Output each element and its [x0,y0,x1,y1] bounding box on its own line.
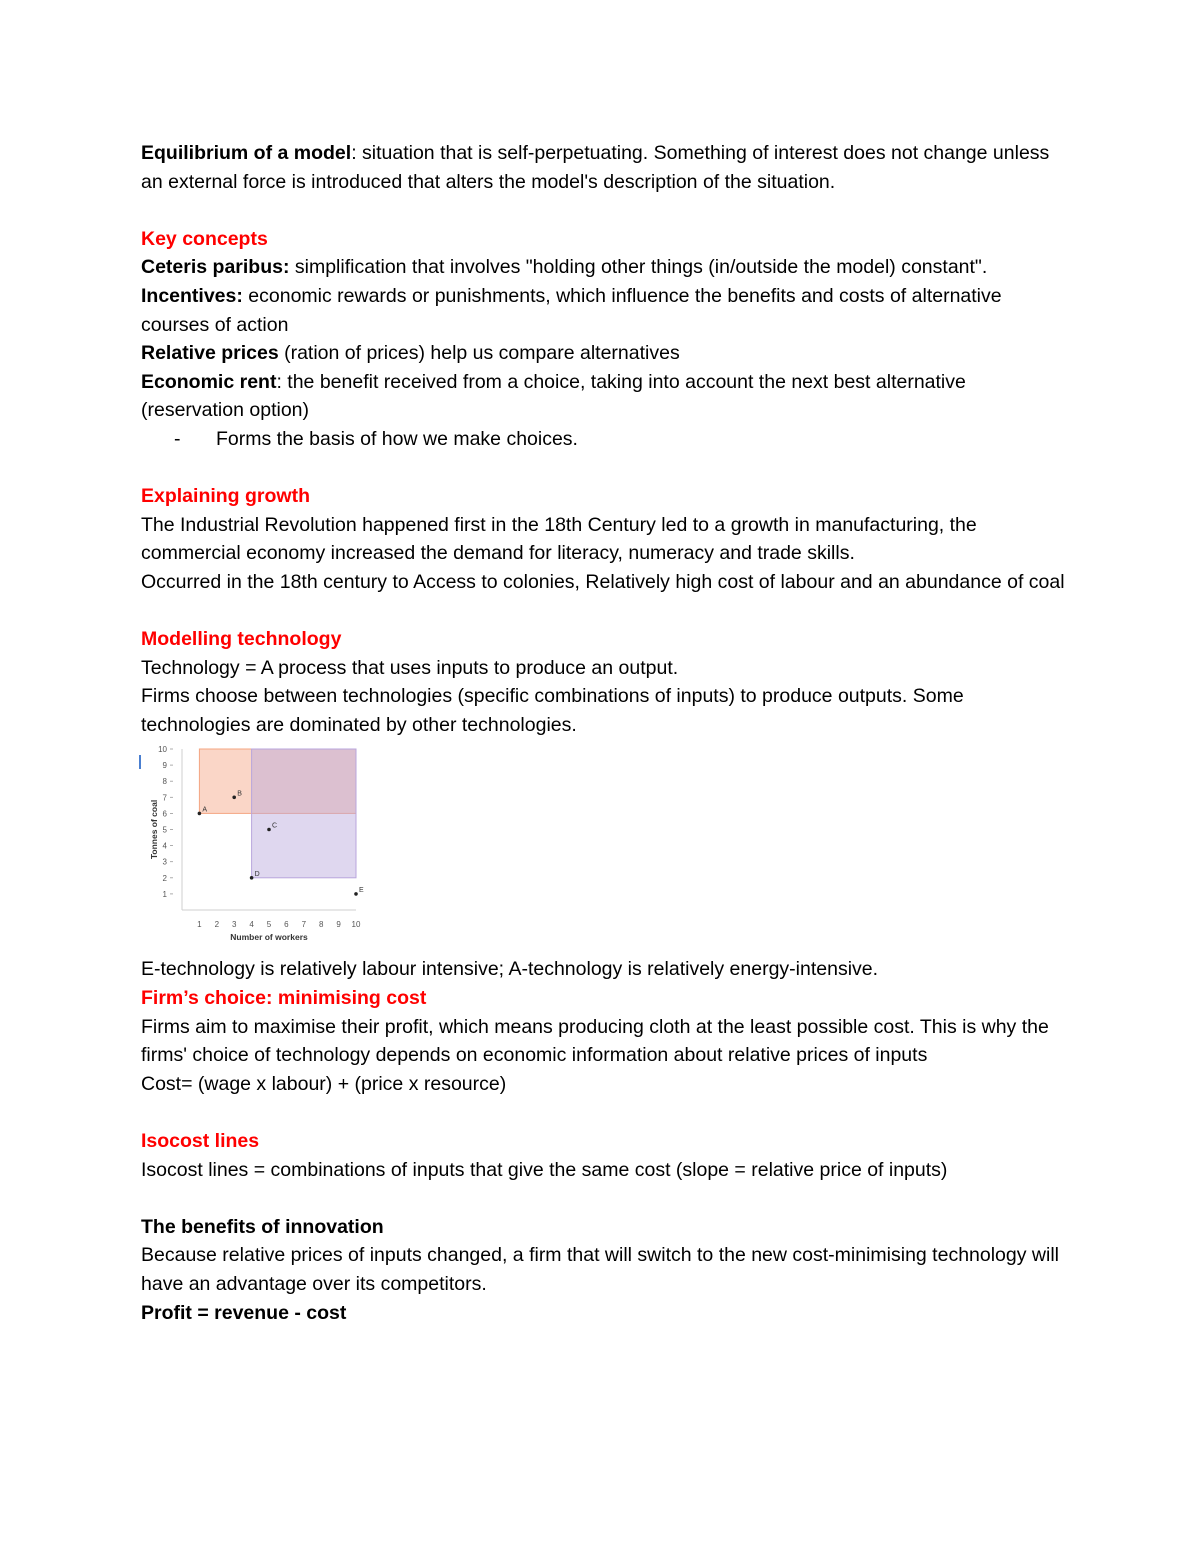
point-label-a: A [202,806,208,814]
growth-paragraph-1: The Industrial Revolution happened first in the 18th Century led to a growth in manufacturing, the commercial economy increased the demand for literacy, numeracy and trade skills. [141,513,977,565]
y-tick-label: 1 [162,890,167,900]
y-tick-label: 2 [162,874,167,884]
isocost-paragraph: Isocost lines = combinations of inputs that give the same cost (slope = relative price of inputs) [141,1158,948,1181]
text-cursor [139,755,141,769]
x-tick-label: 5 [266,920,272,930]
point-c [267,828,271,832]
choices-bullet [141,425,1071,454]
technology-paragraph-1: Technology = A process that uses inputs to produce an output. [141,656,679,679]
y-tick-label: 3 [162,858,167,868]
incentives-paragraph [141,282,1071,339]
cost-formula: Cost= (wage x labour) + (price x resource) [141,1072,507,1095]
economic-rent-text: : the benefit received from a choice, taking into account the next best alternative (reservation option) [141,370,966,422]
x-tick-label: 3 [231,920,237,930]
x-tick-label: 4 [249,920,254,930]
economic-rent-paragraph [141,368,1071,425]
growth-paragraph-2: Occurred in the 18th century to Access to colonies, Relatively high cost of labour and an abundance of coal [141,570,1065,593]
y-tick-label: 10 [158,745,167,755]
document-page [141,139,1071,1327]
dominated-region-d [252,749,356,878]
isocost-heading: Isocost lines [141,1130,260,1153]
y-tick-label: 8 [162,777,167,787]
key-concepts-heading: Key concepts [141,227,268,250]
bullet-dash: - [174,427,181,450]
x-tick-label: 1 [197,920,202,930]
y-tick-label: 7 [162,793,167,803]
cost-paragraph: Firms aim to maximise their profit, which means producing cloth at the least possible cost. This is why the firms' choice of technology depends on economic information about relative prices of inputs [141,1015,1049,1067]
point-label-d: D [254,871,260,879]
economic-rent-term: Economic rent [141,370,277,393]
technology-chart [141,743,401,955]
point-label-b: B [237,790,242,798]
point-d [250,876,254,880]
ceteris-paribus-paragraph [141,253,1071,282]
innovation-heading: The benefits of innovation [141,1215,384,1238]
point-label-e: E [359,887,364,895]
point-a [198,812,202,816]
incentives-term: Incentives: [141,284,243,307]
modelling-technology-heading: Modelling technology [141,628,342,651]
x-tick-label: 8 [318,920,324,930]
x-axis-title: Number of workers [230,932,308,943]
equilibrium-term: Equilibrium of a model [141,142,352,164]
equilibrium-text: : situation that is self-perpetuating. Something of interest does not change unless an external force is introduced that alters the model's description of the situation. [141,142,1050,193]
y-tick-label: 6 [162,809,167,819]
innovation-paragraph: Because relative prices of inputs changed, a firm that will switch to the new cost-minimising technology will have an advantage over its competitors. [141,1244,1059,1295]
x-tick-label: 10 [351,920,361,930]
y-tick-label: 5 [162,825,167,835]
ceteris-paribus-text: simplification that involves "holding other things (in/outside the model) constant". [289,256,988,279]
equilibrium-paragraph [141,139,1071,196]
technology-chart-svg [141,743,401,955]
bullet-text: Forms the basis of how we make choices. [216,427,578,450]
y-axis-title: Tonnes of coal [149,800,159,860]
point-label-c: C [272,822,278,830]
technology-paragraph-2: Firms choose between technologies (specific combinations of inputs) to produce outputs. Some technologies are dominated by other technologies. [141,685,964,736]
relative-prices-paragraph [141,339,1071,368]
y-tick-label: 9 [162,761,167,771]
technology-caption: E-technology is relatively labour intensive; A-technology is relatively energy-intensive. [141,958,879,981]
y-tick-label: 4 [162,842,167,852]
point-b [232,796,236,800]
x-tick-label: 9 [336,920,341,930]
profit-formula: Profit = revenue - cost [141,1301,347,1324]
explaining-growth-heading: Explaining growth [141,485,310,508]
point-e [354,893,358,897]
x-tick-label: 2 [214,920,220,930]
minimising-cost-heading: Firm’s choice: minimising cost [141,987,427,1010]
relative-prices-term: Relative prices [141,342,279,365]
ceteris-paribus-term: Ceteris paribus: [141,256,290,279]
x-tick-label: 7 [301,920,307,930]
incentives-text: economic rewards or punishments, which influence the benefits and costs of alternative courses of action [141,284,1002,336]
x-tick-label: 6 [284,920,289,930]
relative-prices-text: (ration of prices) help us compare alternatives [278,342,680,365]
